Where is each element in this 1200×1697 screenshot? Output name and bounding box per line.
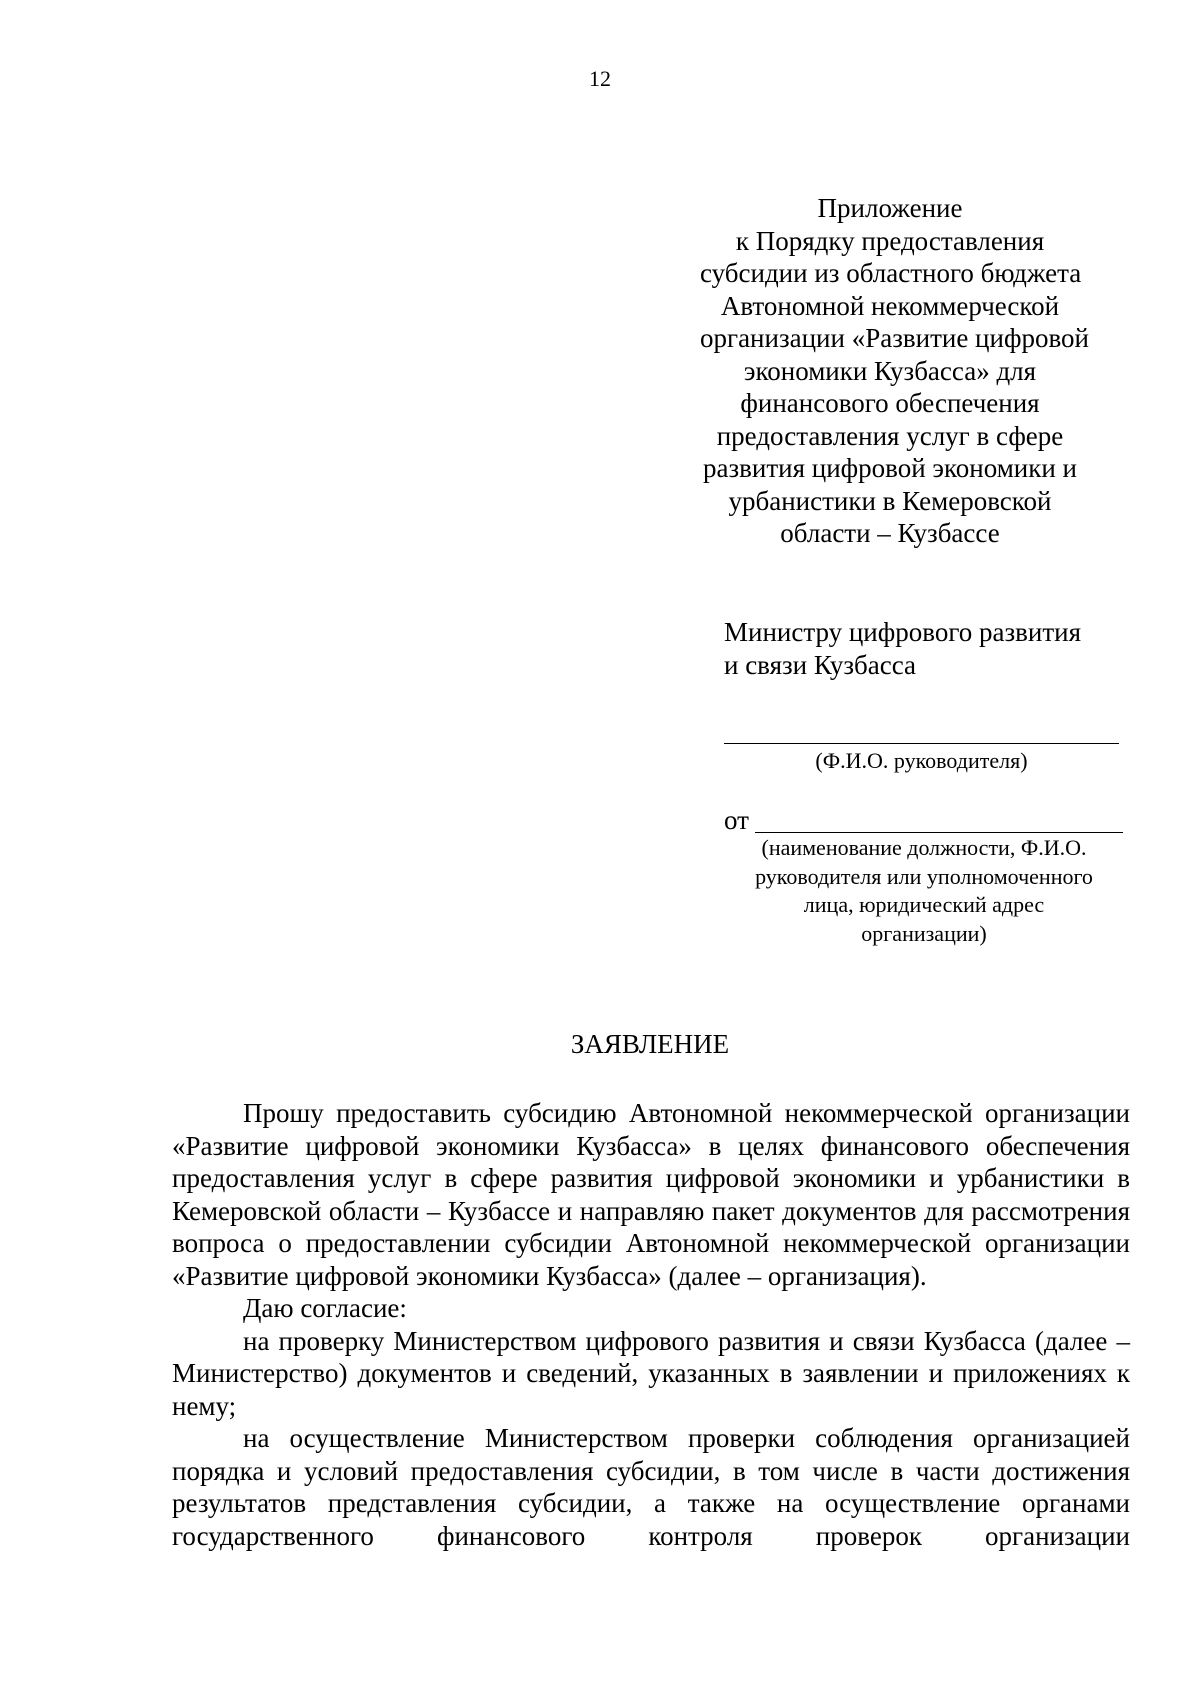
appendix-line: предоставления услуг в сфере (716, 420, 1064, 451)
consent-intro: Даю согласие: (243, 1293, 407, 1323)
fio-blank-line (724, 743, 1119, 744)
addressee-block (724, 616, 1104, 681)
sender-from-row (724, 804, 1124, 836)
document-body (172, 1097, 1130, 1552)
sender-blank-line (755, 832, 1123, 833)
appendix-line: финансового обеспечения (740, 388, 1040, 418)
sender-caption (724, 834, 1124, 948)
consent-item-paragraph: на проверку Министерством цифрового развития и связи Кузбасса (далее – Министерство) документов и сведений, указанных в заявлении и приложениях к нему; (172, 1325, 1130, 1421)
request-paragraph: Прошу предоставить субсидию Автономной некоммерческой организации «Развитие цифровой экономики Кузбасса» в целях финансового обеспечения предоставления услуг в сфере развития цифровой экономики и урбанистики в Кемеровской области – Кузбассе и направляю пакет документов для рассмотрения вопроса о предоставлении субсидии Автономной некоммерческой организации «Развитие цифровой экономики Кузбасса» (далее – организация). (172, 1098, 1130, 1291)
addressee-line: и связи Кузбасса (724, 649, 917, 680)
appendix-header (700, 192, 1089, 550)
document-title: ЗАЯВЛЕНИЕ (570, 1029, 730, 1059)
appendix-line: урбанистики в Кемеровской (728, 485, 1052, 516)
addressee-line: Министру цифрового развития (724, 617, 1081, 647)
appendix-line: субсидии из областного бюджета (700, 258, 1082, 288)
sender-caption-line: организации) (861, 920, 987, 946)
consent-item-paragraph: на осуществление Министерством проверки соблюдения организацией порядка и условий предоставления субсидии, в том числе в части достижения результатов представления субсидии, а также на осуществление органами государственного финансового контроля проверок организации (172, 1423, 1130, 1551)
appendix-line: области – Кузбассе (780, 518, 1000, 548)
sender-caption-line: лица, юридический адрес (803, 892, 1045, 917)
appendix-line: экономики Кузбасса» для (743, 355, 1037, 386)
appendix-line: организации «Развитие цифровой (700, 323, 1089, 353)
appendix-line: развития цифровой экономики и (703, 453, 1077, 483)
fio-caption: (Ф.И.О. руководителя) (815, 748, 1028, 773)
appendix-line: Приложение (817, 193, 963, 223)
page-number: 12 (589, 66, 611, 91)
sender-caption-line: (наименование должности, Ф.И.О. (761, 835, 1087, 860)
appendix-line: Автономной некоммерческой (720, 290, 1060, 321)
appendix-line: к Порядку предоставления (735, 225, 1045, 256)
sender-caption-line: руководителя или уполномоченного (755, 863, 1093, 889)
from-label: от (724, 805, 749, 835)
